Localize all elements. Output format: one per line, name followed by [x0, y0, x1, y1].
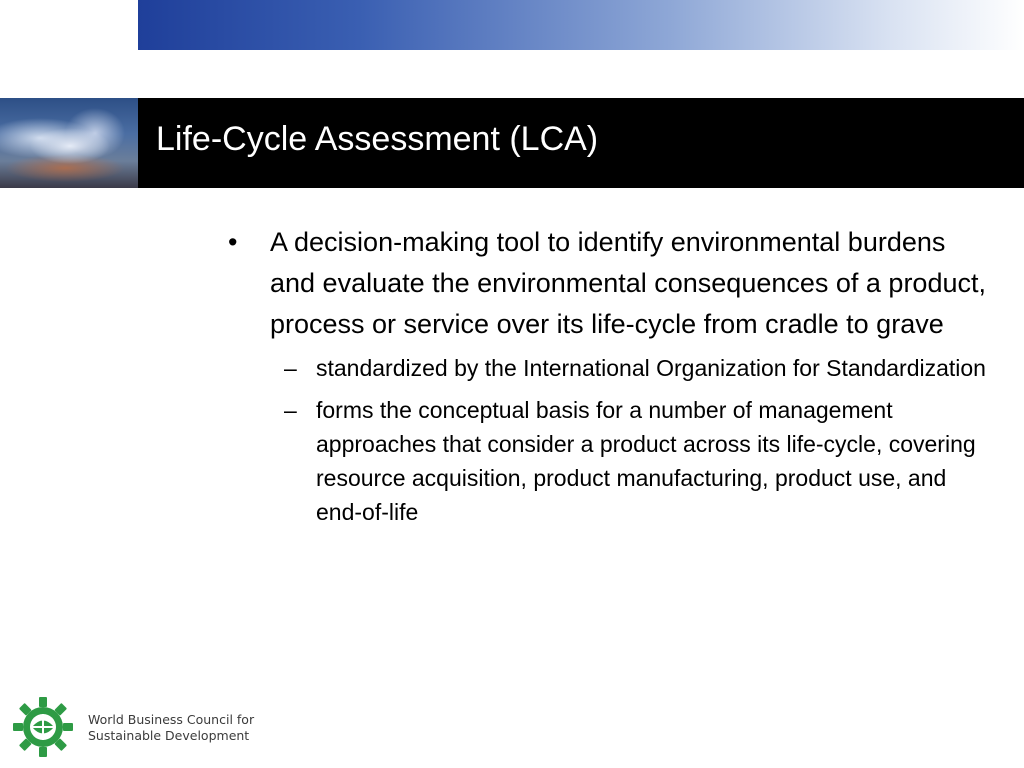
cloud-image [0, 98, 138, 188]
sub-bullet-mark: – [284, 397, 297, 423]
slide-content [228, 222, 988, 537]
sub-bullet-item [284, 351, 988, 385]
sub-bullet-mark: – [284, 355, 297, 381]
sub-bullet-text: forms the conceptual basis for a number of management approaches that consider a product across its life-cycle, covering resource acquisition, product manufacturing, product use, and end-of-life [316, 397, 976, 525]
slide-title: Life-Cycle Assessment (LCA) [156, 120, 599, 158]
bullet-text: A decision-making tool to identify environmental burdens and evaluate the environmental consequences of a product, process or service over its life-cycle from cradle to grave [270, 227, 986, 339]
globe-gear-icon [10, 694, 76, 760]
logo-text [88, 712, 254, 744]
header-gradient-band [138, 0, 1024, 50]
bullet-item [228, 222, 988, 345]
logo-line-1: World Business Council for [88, 712, 255, 727]
sub-bullet-list [228, 351, 988, 529]
bullet-mark: • [228, 227, 238, 257]
wbcsd-logo [10, 694, 255, 760]
sub-bullet-text: standardized by the International Organization for Standardization [316, 355, 986, 381]
title-bar [0, 98, 1024, 188]
logo-line-2: Sustainable Development [88, 728, 250, 743]
sub-bullet-item [284, 393, 988, 529]
